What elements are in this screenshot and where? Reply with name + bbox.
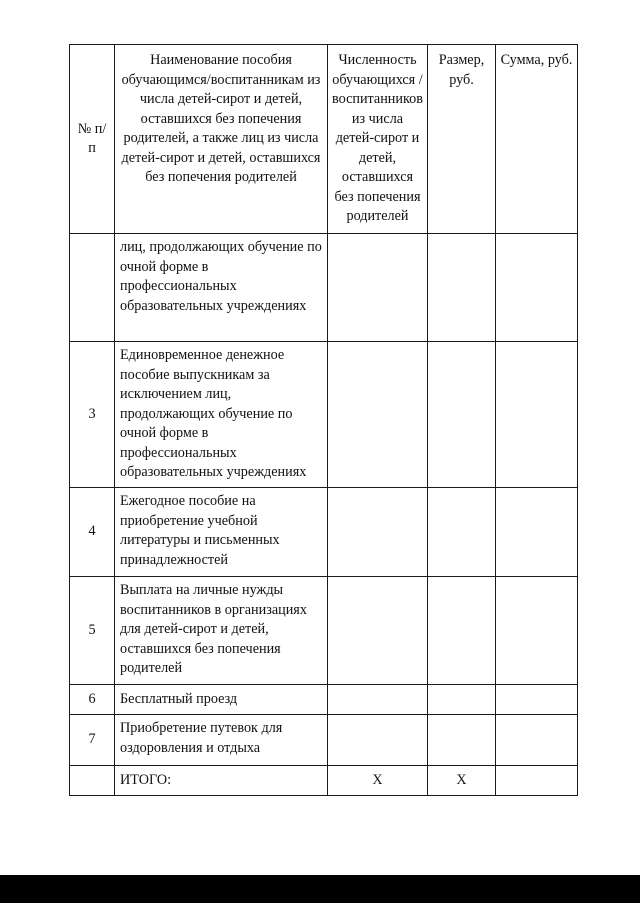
row-sum <box>496 234 578 342</box>
row-sum <box>496 488 578 577</box>
row-size <box>428 488 496 577</box>
total-sum <box>496 766 578 796</box>
row-name: Ежегодное пособие на приобретение учебной литературы и письменных принадлежностей <box>115 488 328 577</box>
row-count <box>328 234 428 342</box>
total-label: ИТОГО: <box>115 766 328 796</box>
row-count <box>328 577 428 685</box>
header-count: Численность обучающихся /воспитанников из числа детей-сирот и детей, оставшихся без попечения родителей <box>328 45 428 234</box>
table-row <box>70 488 578 577</box>
total-size: Х <box>428 766 496 796</box>
table-row <box>70 715 578 766</box>
header-row <box>70 45 578 234</box>
row-size <box>428 342 496 488</box>
row-num: 5 <box>70 577 115 685</box>
row-size <box>428 715 496 766</box>
total-row <box>70 766 578 796</box>
row-num: 3 <box>70 342 115 488</box>
allowance-table <box>69 44 578 796</box>
row-name: Выплата на личные нужды воспитанников в организациях для детей-сирот и детей, оставшихся без попечения родителей <box>115 577 328 685</box>
row-num: 4 <box>70 488 115 577</box>
row-name: лиц, продолжающих обучение по очной форме в профессиональных образовательных учреждениях <box>115 234 328 342</box>
row-size <box>428 577 496 685</box>
row-count <box>328 342 428 488</box>
header-sum: Сумма, руб. <box>496 45 578 234</box>
row-count <box>328 488 428 577</box>
row-sum <box>496 685 578 715</box>
scan-bottom-edge <box>0 875 640 903</box>
row-sum <box>496 715 578 766</box>
row-sum <box>496 342 578 488</box>
total-count: Х <box>328 766 428 796</box>
row-size <box>428 685 496 715</box>
table-row <box>70 234 578 342</box>
row-name: Приобретение путевок для оздоровления и отдыха <box>115 715 328 766</box>
header-name: Наименование пособия обучающимся/воспитанникам из числа детей-сирот и детей, оставшихся без попечения родителей, а также лиц из числа детей-сирот и детей, оставшихся без попечения родителей <box>115 45 328 234</box>
table-row <box>70 577 578 685</box>
row-name: Бесплатный проезд <box>115 685 328 715</box>
header-num: № п/п <box>70 45 115 234</box>
row-num <box>70 234 115 342</box>
row-num: 7 <box>70 715 115 766</box>
row-sum <box>496 577 578 685</box>
row-num <box>70 766 115 796</box>
row-num: 6 <box>70 685 115 715</box>
row-name: Единовременное денежное пособие выпускникам за исключением лиц, продолжающих обучение по очной форме в профессиональных образовательных учреждениях <box>115 342 328 488</box>
table-row <box>70 342 578 488</box>
table-row <box>70 685 578 715</box>
row-size <box>428 234 496 342</box>
row-count <box>328 685 428 715</box>
header-size: Размер, руб. <box>428 45 496 234</box>
row-count <box>328 715 428 766</box>
